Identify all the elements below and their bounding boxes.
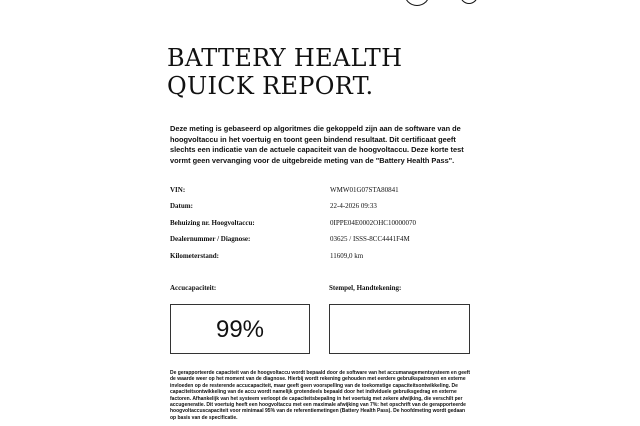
field-row-date bbox=[170, 202, 470, 218]
capacity-label: Accucapaciteit: bbox=[170, 284, 217, 292]
field-row-mileage bbox=[170, 252, 470, 268]
brand-logo-yellow-icon bbox=[460, 0, 478, 4]
field-label: Dealernummer / Diagnose: bbox=[170, 235, 251, 244]
field-value: 03625 / ISSS-8CC4441F4M bbox=[330, 235, 410, 244]
report-fields bbox=[170, 186, 470, 268]
stamp-label: Stempel, Handtekening: bbox=[329, 284, 402, 292]
field-value: WMW01G07STA80841 bbox=[330, 186, 399, 194]
field-value: 11609,0 km bbox=[330, 251, 364, 260]
field-row-vin bbox=[170, 186, 470, 202]
field-row-battery-housing bbox=[170, 219, 470, 235]
brand-logos bbox=[404, 0, 484, 8]
report-title bbox=[167, 44, 402, 100]
field-label: Datum: bbox=[170, 202, 193, 211]
field-value: 0IPPE04E0002OHC10000070 bbox=[330, 218, 416, 227]
capacity-box bbox=[170, 304, 310, 354]
field-label: Kilometerstand: bbox=[170, 251, 219, 260]
field-row-dealer-diagnosis bbox=[170, 235, 470, 251]
stamp-signature-box bbox=[329, 304, 470, 354]
field-label: Behuizing nr. Hoogvoltaccu: bbox=[170, 218, 255, 227]
report-footnote: De gerapporteerde capaciteit van de hoogvoltaccu wordt bepaald door de software van het accumanagementsysteem en geeft de waarde weer op het moment van de diagnose. Hierbij wordt rekening gehouden met eerdere gebruikspatronen en externe invloeden op de resterende accucapaciteit, maar geeft geen voorspelling van de toekomstige capaciteitsontwikkeling. De capaciteitsontwikkeling van de accu wordt namelijk grotendeels bepaald door het individuele gebruiksgedrag en externe factoren. Afhankelijk van het systeem verloopt de capaciteitsbepaling in het voertuig met zekere afwijking, die verschilt per accugeneratie. Dit voertuig heeft een hoogvoltaccu met een maximale afwijking van 7%: het opschrift van de gerapporteerde hoogvoltaccuscapaciteit voor minimaal 95% van de referentiemetingen (Battery Health Pass). De hoofdmeting wordt gedaan op basis van de specificatie. bbox=[170, 370, 471, 421]
report-title-line-1: BATTERY HEALTH bbox=[167, 44, 403, 72]
report-title-line-2: QUICK REPORT. bbox=[167, 72, 374, 100]
brand-logo-outline-icon bbox=[404, 0, 430, 6]
field-value: 22-4-2026 09:33 bbox=[330, 202, 377, 211]
field-label: VIN: bbox=[170, 186, 186, 194]
report-intro: Deze meting is gebaseerd op algoritmes die gekoppeld zijn aan de software van de hoogvoltaccu in het voertuig en toont geen bindend resultaat. Dit certificaat geeft slechts een indicatie van de actuele capaciteit van de hoogvoltaccu. Deze korte test vormt geen vervanging voor de uitgebreide meting van de "Battery Health Pass". bbox=[170, 124, 464, 165]
capacity-value: 99% bbox=[215, 316, 265, 343]
